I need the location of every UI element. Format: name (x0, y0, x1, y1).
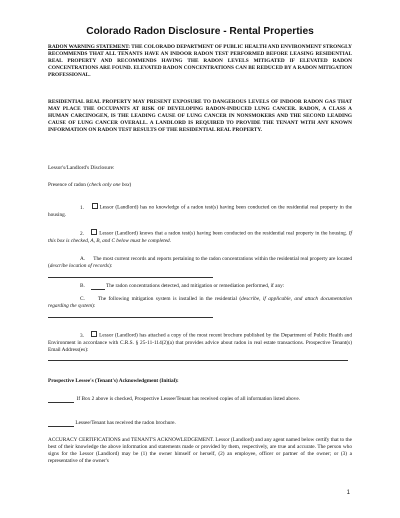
accuracy-certifications (48, 437, 352, 465)
acknowledgment-item-2 (48, 420, 352, 427)
ack1-initial-line[interactable] (48, 402, 74, 403)
itemB-text: The radon concentrations detected, and mitigation or remediation performed, if any: (105, 283, 285, 289)
item2-text: Lessor (Landlord) knows that a radon test(s) having been conducted on the residential real property in the housing. (99, 230, 349, 237)
itemA-close: ): (108, 263, 113, 270)
presence-label: Presence of radon ( (48, 182, 90, 188)
item2-note: If this box is checked, A, B, and C below must be completed. (48, 230, 352, 244)
disclosure-item-1 (48, 203, 352, 219)
disclosure-item-3 (48, 331, 352, 361)
item3-checkbox[interactable] (91, 331, 97, 337)
item1-checkbox[interactable] (92, 203, 98, 209)
itemC-close: ): (92, 303, 96, 310)
disclosure-item-b (48, 283, 352, 290)
exposure-text: RESIDENTIAL REAL PROPERTY MAY PRESENT EXPOSURE TO DANGEROUS LEVELS OF INDOOR RADON GAS THAT MAY PLACE THE OCCUPANTS AT RISK OF DEVELOPING RADON-INDUCED LUNG CANCER. RADON, A CLASS A HUMAN CARCINOGEN, IS THE LEADING CAUSE OF LUNG CANCER IN NONSMOKERS AND THE SECOND LEADING CAUSE OF LUNG CANCER OVERALL. A LANDLORD IS REQUIRED TO PROVIDE THE TENANT WITH ANY KNOWN INFORMATION ON RADON TEST RESULTS OF THE RESIDENTIAL REAL PROPERTY. (48, 99, 352, 134)
item1-number: 1. (80, 204, 84, 211)
itemA-note: describe location of records (49, 263, 109, 270)
email-fill-line[interactable] (48, 360, 348, 361)
item2-number: 2. (80, 230, 84, 237)
disclosure-item-c (48, 296, 352, 318)
cert-text: ACCURACY CERTIFICATIONS and TENANT'S ACKNOWLEDGEMENT. Lessor (Landlord) and any agent named below certify that to the best of their knowledge the above information and statements made or provided by them, respectively, are true and accurate. The person who signs for the Lessor (Landlord) may be (1) the owner himself or herself, (2) an employee, officer or partner of the owner; or (3) a representative of the owner's (48, 437, 352, 465)
exposure-statement (48, 99, 352, 134)
item1-text: Lessor (Landlord) has no knowledge of a radon test(s) having been conducted on the residential real property in the housing. (48, 204, 352, 218)
presence-note: check only one box (89, 182, 130, 188)
itemC-fill-line[interactable] (48, 317, 213, 318)
ack2-text: Lessee/Tenant has received the radon brochure. (75, 420, 176, 426)
itemB-fill-line[interactable] (91, 289, 105, 290)
item2-checkbox[interactable] (91, 229, 97, 235)
acknowledgment-item-1 (48, 396, 352, 403)
disclosure-item-a (48, 256, 352, 278)
disclosure-item-2 (48, 229, 352, 245)
itemA-number: A. (80, 256, 86, 262)
lessor-heading: Lessor's/Landlord's Disclosure: (48, 165, 115, 171)
presence-of-radon (48, 182, 352, 189)
item3-number: 3. (80, 332, 84, 339)
itemC-note: describe, if applicable, and attach documentation regarding the system (48, 296, 352, 310)
lessor-disclosure-heading-block (48, 165, 352, 172)
radon-warning-statement (48, 44, 352, 79)
ack1-text: If Box 2 above is checked, Prospective Lessee/Tenant has received copies of all information listed above. (76, 396, 301, 402)
presence-close: ) (129, 182, 132, 188)
itemA-fill-line[interactable] (48, 277, 213, 278)
itemC-text: The following mitigation system is installed in the residential ( (97, 296, 242, 302)
ack2-initial-line[interactable] (48, 426, 74, 427)
item3-text: Lessor (Landlord) has attached a copy of the most recent brochure published by the Department of Public Health and Environment in accordance with C.R.S. § 25-11-114(2)(a) that provides advice about radon in real estate transactions. Prospective Tenant(s) Email Address(es): (48, 332, 352, 353)
warning-text: : THE COLORADO DEPARTMENT OF PUBLIC HEALTH AND ENVIRONMENT STRONGLY RECOMMENDS THAT ALL TENANTS HAVE AN INDOOR RADON TEST PERFORMED BEFORE LEASING RESIDENTIAL REAL PROPERTY AND RECOMMENDS HAVING THE RADON LEVELS MITIGATED IF ELEVATED RADON CONCENTRATIONS ARE FOUND. ELEVATED RADON CONCENTRATIONS CAN BE REDUCED BY A RADON MITIGATION PROFESSIONAL. (48, 44, 353, 79)
warning-label: RADON WARNING STATEMENT (48, 44, 129, 50)
document-title: Colorado Radon Disclosure - Rental Properties (86, 26, 314, 37)
itemA-text: The most current records and reports pertaining to the radon concentrations within the residential real property are located ( (48, 256, 353, 270)
ack-heading: Prospective Lessee's (Tenant's) Acknowledgment (Initial): (48, 378, 179, 384)
itemC-number: C. (80, 296, 85, 302)
itemB-number: B. (80, 283, 85, 289)
acknowledgment-heading-block (48, 378, 352, 385)
page-number: 1 (346, 490, 350, 496)
